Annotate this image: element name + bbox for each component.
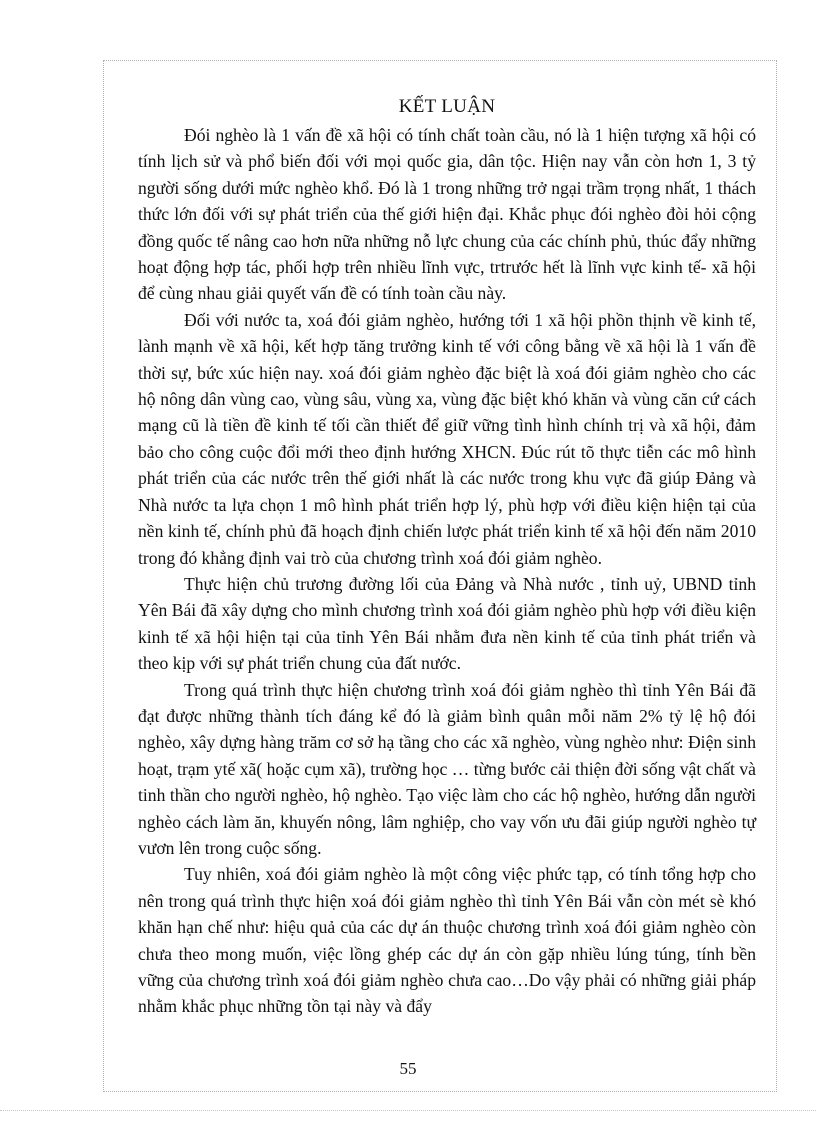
paragraph-5: Tuy nhiên, xoá đói giảm nghèo là một công việc phức tạp, có tính tổng hợp cho nên trong quá trình thực hiện xoá đói giảm nghèo thì tỉnh Yên Bái vẫn còn mét sè khó khăn hạn chế như: hiệu quả của các dự án thuộc chương trình xoá đói giảm nghèo còn chưa theo mong muốn, việc lồng ghép các dự án còn gặp nhiều lúng túng, tính bền vững của chương trình xoá đói giảm nghèo chưa cao…Do vậy phải có những giải pháp nhằm khắc phục những tồn tại này và đẩy [138, 864, 756, 1017]
paragraph-3: Thực hiện chủ trương đường lối của Đảng và Nhà nước , tỉnh uỷ, UBND tỉnh Yên Bái đã xây dựng cho mình chương trình xoá đói giảm nghèo phù hợp với điều kiện kinh tế xã hội hiện tại của tỉnh Yên Bái nhằm đưa nền kinh tế của tỉnh phát triển và theo kịp với sự phát triển chung của đất nước. [138, 573, 756, 674]
document-body [138, 94, 756, 1020]
page-number: 55 [399, 1059, 417, 1078]
document-title: KẾT LUẬN [398, 96, 496, 117]
page-divider [0, 1110, 816, 1111]
paragraph-4: Trong quá trình thực hiện chương trình xoá đói giảm nghèo thì tỉnh Yên Bái đã đạt được những thành tích đáng kể đó là giảm bình quân mỗi năm 2% tỷ lệ hộ đói nghèo, xây dựng hàng trăm cơ sở hạ tầng cho các xã nghèo, vùng nghèo như: Điện sinh hoạt, trạm ytế xã( hoặc cụm xã), trường học … từng bước cải thiện đời sống vật chất và tinh thần cho người nghèo, hộ nghèo. Tạo việc làm cho các hộ nghèo, hướng dẫn người nghèo cách làm ăn, khuyến nông, lâm nghiệp, cho vay vốn ưu đãi giúp người nghèo tự vươn lên trong cuộc sống. [138, 679, 756, 858]
paragraph-1: Đói nghèo là 1 vấn đề xã hội có tính chất toàn cầu, nó là 1 hiện tượng xã hội có tính lịch sử và phổ biến đối với mọi quốc gia, dân tộc. Hiện nay vẫn còn hơn 1, 3 tỷ người sống dưới mức nghèo khổ. Đó là 1 trong những trở ngại trầm trọng nhất, 1 thách thức lớn đối với sự phát triển của thế giới hiện đại. Khắc phục đói nghèo đòi hỏi cộng đồng quốc tế nâng cao hơn nữa những nỗ lực chung của các chính phủ, thúc đẩy những hoạt động hợp tác, phối hợp trên nhiều lĩnh vực, trtrước hết là lĩnh vực kinh tế- xã hội để cùng nhau giải quyết vấn đề có tính toàn cầu này. [138, 125, 756, 304]
paragraph-2: Đối với nước ta, xoá đói giảm nghèo, hướng tới 1 xã hội phồn thịnh về kinh tế, lành mạnh về xã hội, kết hợp tăng trưởng kinh tế với công bằng về xã hội là 1 vấn đề thời sự, bức xúc hiện nay. xoá đói giảm nghèo đặc biệt là xoá đói giảm nghèo cho các hộ nông dân vùng cao, vùng sâu, vùng xa, vùng đặc biệt khó khăn và vùng căn cứ cách mạng cũ là tiền đề kinh tế tối cần thiết để giữ vững tình hình chính trị và xã hội, đảm bảo cho công cuộc đổi mới theo định hướng XHCN. Đúc rút tõ thực tiễn các mô hình phát triển của các nước trên thế giới nhất là các nước trong khu vực đã giúp Đảng và Nhà nước ta lựa chọn 1 mô hình phát triển hợp lý, phù hợp với điều kiện hiện tại của nền kinh tế, chính phủ đã hoạch định chiến lược phát triển kinh tế xã hội đến năm 2010 trong đó khẳng định vai trò của chương trình xoá đói giảm nghèo. [138, 309, 756, 568]
